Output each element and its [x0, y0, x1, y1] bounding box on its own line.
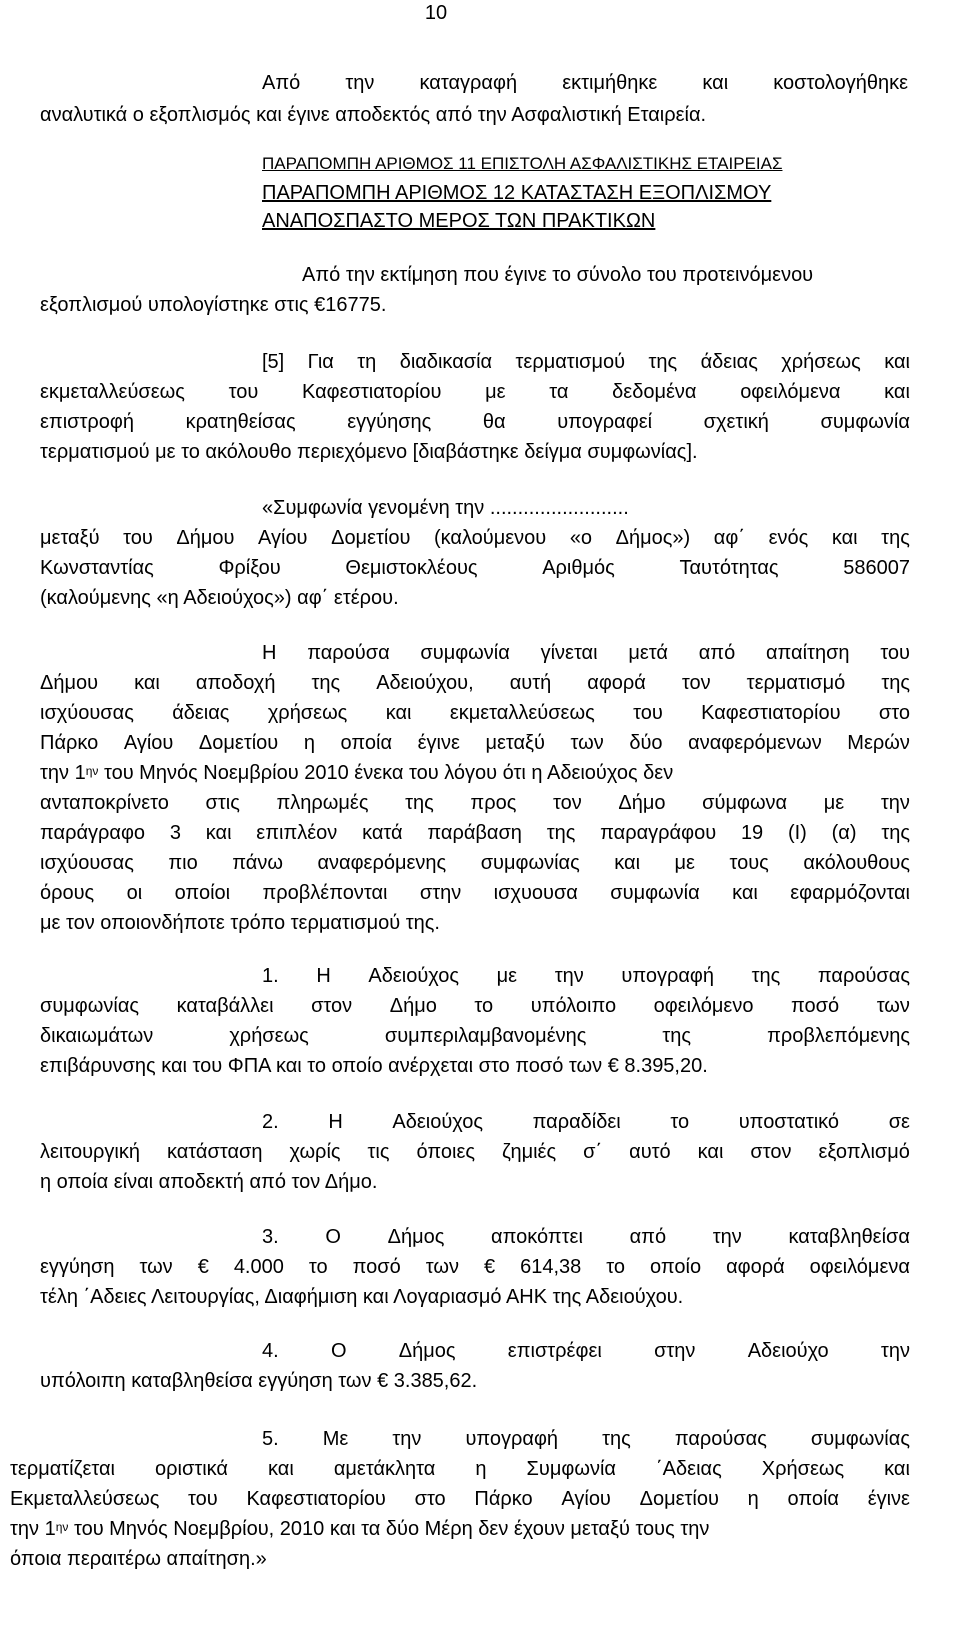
page-number: 10: [424, 2, 448, 24]
text-line: 4. Ο Δήμος επιστρέφει στην Αδειούχο την: [262, 1340, 910, 1362]
text-line: Κωνσταντίας Φρίξου Θεμιστοκλέους Αριθμός Ταυτότητας 586007: [40, 557, 910, 579]
text-line: παράγραφο 3 και επιπλέον κατά παράβαση της παραγράφου 19 (I) (α) της: [40, 822, 910, 844]
text-line: εγγύηση των € 4.000 το ποσό των € 614,38 το οποίο αφορά οφειλόμενα: [40, 1256, 910, 1278]
text-line: 5. Με την υπογραφή της παρούσας συμφωνίας: [262, 1428, 910, 1450]
text-line: η οποία είναι αποδεκτή από τον Δήμο.: [40, 1171, 378, 1193]
text-line: ανταποκρίνετο στις πληρωμές της προς τον Δήμο σύμφωνα με την: [40, 792, 910, 814]
text-line: «Συμφωνία γενομένη την .........................: [262, 497, 629, 519]
text-line: 3. Ο Δήμος αποκόπτει από την καταβληθείσα: [262, 1226, 910, 1248]
text-line: όρους οι οποίοι προβλέπονται στην ισχυουσα συμφωνία και εφαρμόζονται: [40, 882, 910, 904]
text-line: όποια περαιτέρω απαίτηση.»: [10, 1548, 267, 1570]
text-line: μεταξύ του Δήμου Αγίου Δομετίου (καλούμενου «ο Δήμος») αφ΄ ενός και της: [40, 527, 910, 549]
text-line: Εκμεταλλεύσεως του Καφεστιατορίου στο Πάρκο Αγίου Δομετίου η οποία έγινε: [10, 1488, 910, 1510]
text-line: την $1^{\eta\nu}$ του Μηνός Νοεμβρίου, 2010 και τα δύο Μέρη δεν έχουν μεταξύ τους την: [10, 1518, 710, 1540]
text-line: [5] Για τη διαδικασία τερματισμού της άδειας χρήσεως και: [262, 351, 910, 373]
text-line: τερματισμού με το ακόλουθο περιεχόμενο [διαβάστηκε δείγμα συμφωνίας].: [40, 441, 698, 463]
text-line: ΠΑΡΑΠΟΜΠΗ ΑΡΙΘΜΟΣ 11 ΕΠΙΣΤΟΛΗ ΑΣΦΑΛΙΣΤΙΚΗΣ ΕΤΑΙΡΕΙΑΣ: [262, 154, 783, 173]
text-line: 2. Η Αδειούχος παραδίδει το υποστατικό σε: [262, 1111, 910, 1133]
text-line: επιστροφή κρατηθείσας εγγύησης θα υπογραφεί σχετική συμφωνία: [40, 411, 910, 433]
text-line: τερματίζεται οριστικά και αμετάκλητα η Συμφωνία ΄Αδειας Χρήσεως και: [10, 1458, 910, 1480]
text-line: Πάρκο Αγίου Δομετίου η οποία έγινε μεταξύ των δύο αναφερόμενων Μερών: [40, 732, 910, 754]
text-line: εξοπλισμού υπολογίστηκε στις €16775.: [40, 294, 387, 316]
text-line: λειτουργική κατάσταση χωρίς τις όποιες ζημιές σ΄ αυτό και στον εξοπλισμό: [40, 1141, 910, 1163]
text-line: με τον οποιονδήποτε τρόπο τερματισμού της.: [40, 912, 440, 934]
text-line: (καλούμενης «η Αδειούχος») αφ΄ ετέρου.: [40, 587, 399, 609]
text-line: συμφωνίας καταβάλλει στον Δήμο το υπόλοιπο οφειλόμενο ποσό των: [40, 995, 910, 1017]
text-line: ΠΑΡΑΠΟΜΠΗ ΑΡΙΘΜΟΣ 12 ΚΑΤΑΣΤΑΣΗ ΕΞΟΠΛΙΣΜΟΥ: [262, 182, 772, 204]
text-line: Από την καταγραφή εκτιμήθηκε και κοστολογήθηκε: [262, 72, 908, 94]
text-line: αναλυτικά ο εξοπλισμός και έγινε αποδεκτός από την Ασφαλιστική Εταιρεία.: [40, 104, 707, 126]
text-line: 1. Η Αδειούχος με την υπογραφή της παρούσας: [262, 965, 910, 987]
text-line: Από την εκτίμηση που έγινε το σύνολο του προτεινόμενου: [302, 264, 814, 286]
text-line: την $1^{\eta\nu}$ του Μηνός Νοεμβρίου 2010 ένεκα του λόγου ότι η Αδειούχος δεν: [40, 762, 674, 784]
text-line: δικαιωμάτων χρήσεως συμπεριλαμβανομένης της προβλεπόμενης: [40, 1025, 910, 1047]
text-line: ισχύουσας πιο πάνω αναφερόμενης συμφωνίας και με τους ακόλουθους: [40, 852, 910, 874]
text-line: εκμεταλλεύσεως του Καφεστιατορίου με τα δεδομένα οφειλόμενα και: [40, 381, 910, 403]
text-line: ισχύουσας άδειας χρήσεως και εκμεταλλεύσεως του Καφεστιατορίου στο: [40, 702, 910, 724]
text-line: υπόλοιπη καταβληθείσα εγγύηση των € 3.385,62.: [40, 1370, 478, 1392]
text-line: τέλη ΄Αδειες Λειτουργίας, Διαφήμιση και Λογαριασμό ΑΗΚ της Αδειούχου.: [40, 1286, 684, 1308]
text-line: επιβάρυνσης και του ΦΠΑ και το οποίο ανέρχεται στο ποσό των € 8.395,20.: [40, 1055, 708, 1077]
text-line: ΑΝΑΠΟΣΠΑΣΤΟ ΜΕΡΟΣ ΤΩΝ ΠΡΑΚΤΙΚΩΝ: [262, 210, 656, 232]
text-line: Δήμου και αποδοχή της Αδειούχου, αυτή αφορά τον τερματισμό της: [40, 672, 910, 694]
text-line: Η παρούσα συμφωνία γίνεται μετά από απαίτηση του: [262, 642, 910, 664]
